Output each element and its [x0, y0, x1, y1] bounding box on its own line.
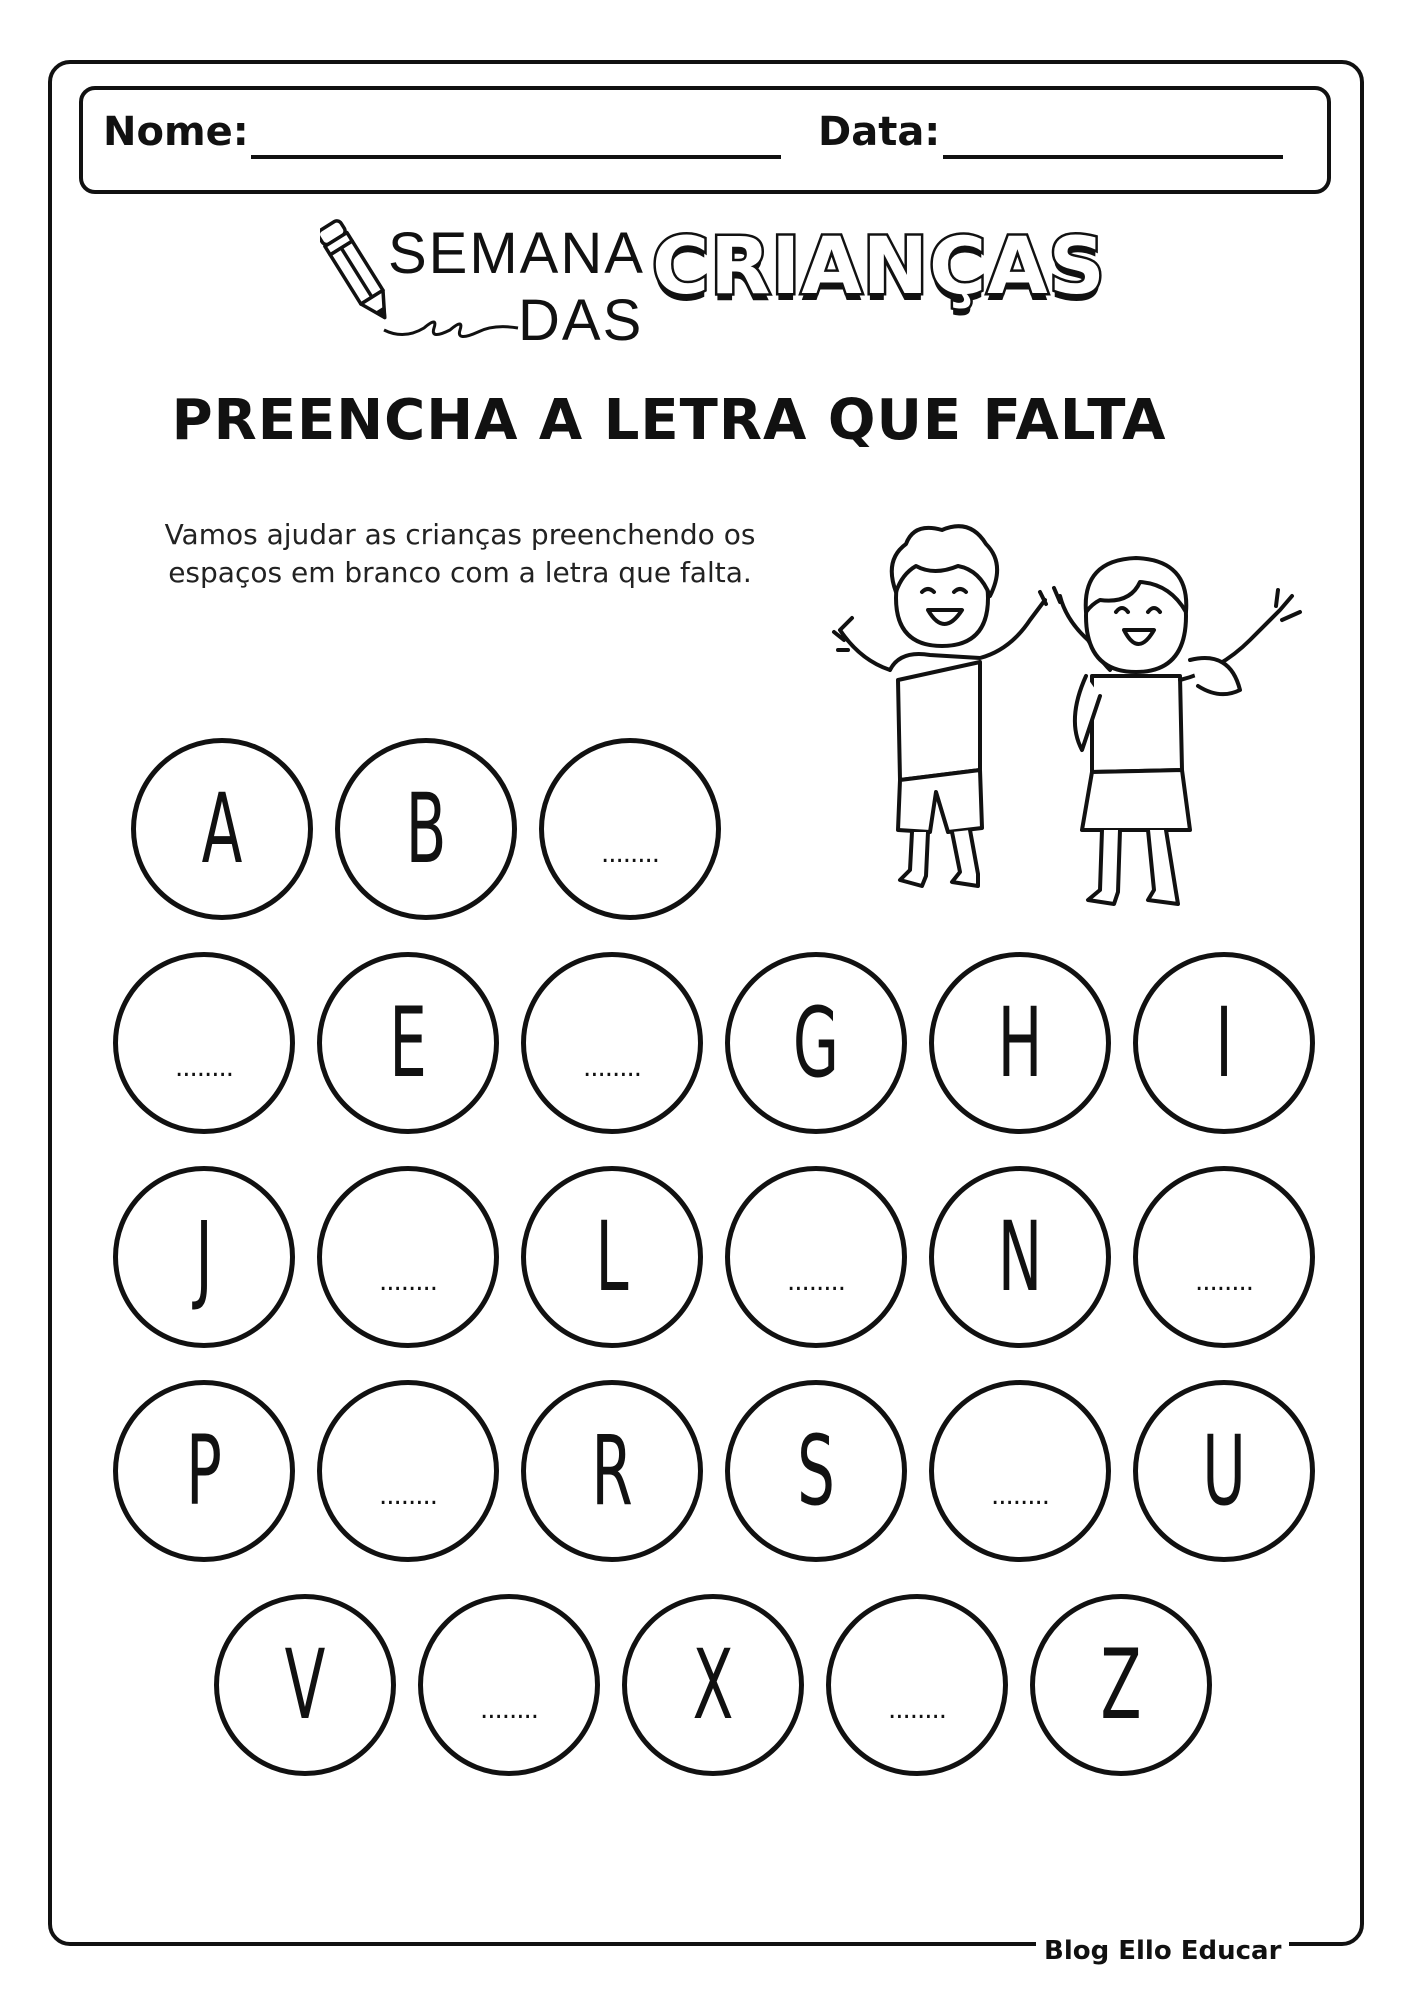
worksheet-title-text: PREENCHA A LETRA QUE FALTA — [171, 388, 1167, 453]
letter-circle — [113, 1380, 295, 1562]
instructions — [100, 516, 820, 592]
letter-circle — [929, 1166, 1111, 1348]
letter-circle — [725, 952, 907, 1134]
letter-text: J — [195, 1201, 213, 1313]
letter-text: U — [1202, 1415, 1246, 1527]
letter-text: V — [284, 1629, 326, 1741]
letter-text: I — [1215, 987, 1233, 1099]
letter-text: L — [595, 1201, 629, 1313]
letter-circle — [317, 952, 499, 1134]
letter-circle — [1133, 1380, 1315, 1562]
letter-circle — [1030, 1594, 1212, 1776]
blank-letter-circle[interactable] — [521, 952, 703, 1134]
blank-letter-circle[interactable] — [539, 738, 721, 920]
letter-text: R — [591, 1415, 633, 1527]
blank-dots: ........ — [378, 1481, 438, 1511]
letter-text: X — [692, 1629, 734, 1741]
letter-text: P — [186, 1415, 222, 1527]
date-write-line — [943, 155, 1283, 159]
blank-letter-circle[interactable] — [113, 952, 295, 1134]
banner-criancas: CRIANÇAS — [652, 222, 1106, 312]
letter-circle — [521, 1166, 703, 1348]
blank-letter-circle[interactable] — [1133, 1166, 1315, 1348]
blank-dots: ........ — [479, 1695, 539, 1725]
instructions-line-1: Vamos ajudar as crianças preenchendo os — [164, 518, 756, 551]
blank-dots: ........ — [174, 1053, 234, 1083]
letter-circle — [131, 738, 313, 920]
letter-circle — [622, 1594, 804, 1776]
letter-text: G — [792, 987, 840, 1099]
blank-letter-circle[interactable] — [317, 1380, 499, 1562]
instructions-line-2: espaços em branco com a letra que falta. — [168, 556, 752, 589]
blank-dots: ........ — [600, 839, 660, 869]
swirl-decoration — [382, 302, 522, 346]
letter-text: B — [405, 773, 447, 885]
blank-dots: ........ — [786, 1267, 846, 1297]
letter-circle — [725, 1380, 907, 1562]
header-box — [79, 86, 1331, 194]
blank-dots: ........ — [990, 1481, 1050, 1511]
blank-letter-circle[interactable] — [929, 1380, 1111, 1562]
letter-circle — [929, 952, 1111, 1134]
letter-text: A — [201, 773, 243, 885]
blank-letter-circle[interactable] — [317, 1166, 499, 1348]
date-label: Data: — [818, 109, 941, 155]
letter-circle — [113, 1166, 295, 1348]
letter-circle — [335, 738, 517, 920]
blank-letter-circle[interactable] — [725, 1166, 907, 1348]
letter-text: N — [997, 1201, 1043, 1313]
blank-letter-circle[interactable] — [826, 1594, 1008, 1776]
blank-dots: ........ — [378, 1267, 438, 1297]
name-label: Nome: — [103, 109, 249, 155]
footer-credit: Blog Ello Educar — [1036, 1938, 1289, 1964]
letter-text: H — [997, 987, 1043, 1099]
blank-dots: ........ — [887, 1695, 947, 1725]
banner-semana: SEMANA — [388, 221, 645, 286]
letter-circle — [521, 1380, 703, 1562]
banner-das: DAS — [518, 288, 644, 353]
blank-dots: ........ — [582, 1053, 642, 1083]
two-children-holding-hands-icon — [830, 500, 1320, 930]
blank-letter-circle[interactable] — [418, 1594, 600, 1776]
letter-text: E — [389, 987, 427, 1099]
blank-dots: ........ — [1194, 1267, 1254, 1297]
pencil-icon — [320, 210, 390, 330]
letter-text: Z — [1100, 1629, 1142, 1741]
worksheet-title — [0, 388, 1414, 453]
banner — [320, 210, 1106, 353]
letter-text: S — [797, 1415, 835, 1527]
name-write-line — [251, 155, 781, 159]
letter-circle — [214, 1594, 396, 1776]
letter-circle — [1133, 952, 1315, 1134]
